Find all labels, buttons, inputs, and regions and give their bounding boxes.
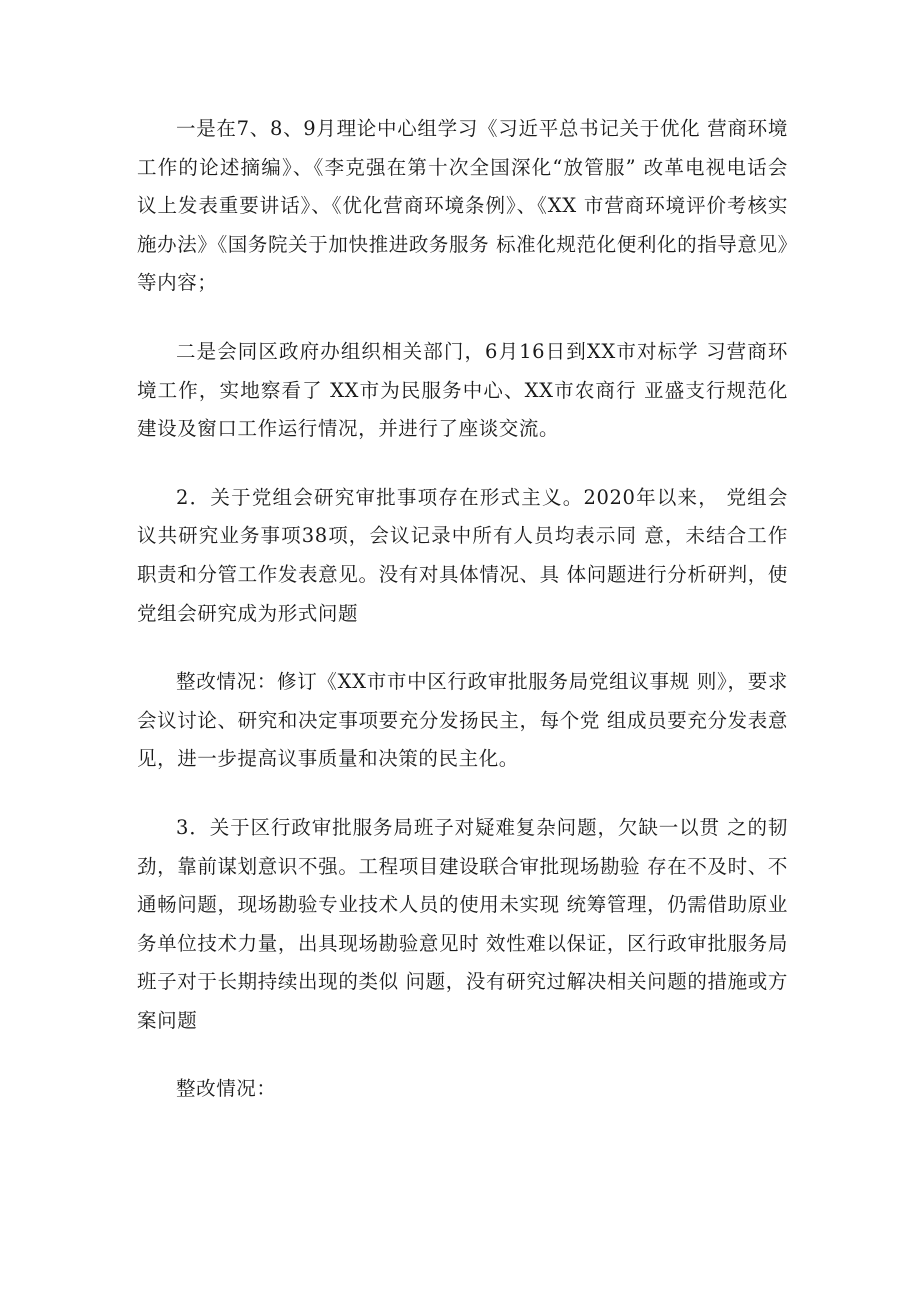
paragraph-benchmark-visit: 二是会同区政府办组织相关部门，6月16日到XX市对标学 习营商环境工作，实地察看了 XX市为民服务中心、XX市农商行 亚盛支行规范化建设及窗口工作运行情况，并进行了座谈交流。 (137, 339, 788, 441)
paragraph-rectification-3: 整改情况： (176, 1077, 277, 1101)
paragraph-issue-3: 3．关于区行政审批服务局班子对疑难复杂问题，欠缺一以贯 之的韧劲，靠前谋划意识不强。工程项目建设联合审批现场勘验 存在不及时、不通畅问题，现场勘验专业技术人员的使用未实现 统筹管理，仍需借助原业务单位技术力量，出具现场勘验意见时 效性难以保证，区行政审批服务局班子对于长期持续出现的类似 问题，没有研究过解决相关问题的措施或方案问题 (137, 815, 788, 1032)
paragraph-rectification-2: 整改情况：修订《XX市市中区行政审批服务局党组议事规 则》，要求会议讨论、研究和决定事项要充分发扬民主，每个党 组成员要充分发表意见，进一步提高议事质量和决策的民主化。 (137, 670, 788, 771)
paragraph-issue-2: 2．关于党组会研究审批事项存在形式主义。2020年以来， 党组会议共研究业务事项38项，会议记录中所有人员均表示同 意，未结合工作职责和分管工作发表意见。没有对具体情况、具 体问题进行分析研判，使党组会研究成为形式问题 (137, 485, 788, 625)
paragraph-study-content: 一是在7、8、9月理论中心组学习《习近平总书记关于优化 营商环境工作的论述摘编》、《李克强在第十次全国深化“放管服” 改革电视电话会议上发表重要讲话》、《优化营商环境条例》、《XX 市营商环境评价考核实施办法》《国务院关于加快推进政务服务 标准化规范化便利化的指导意见》等内容； (137, 117, 788, 295)
